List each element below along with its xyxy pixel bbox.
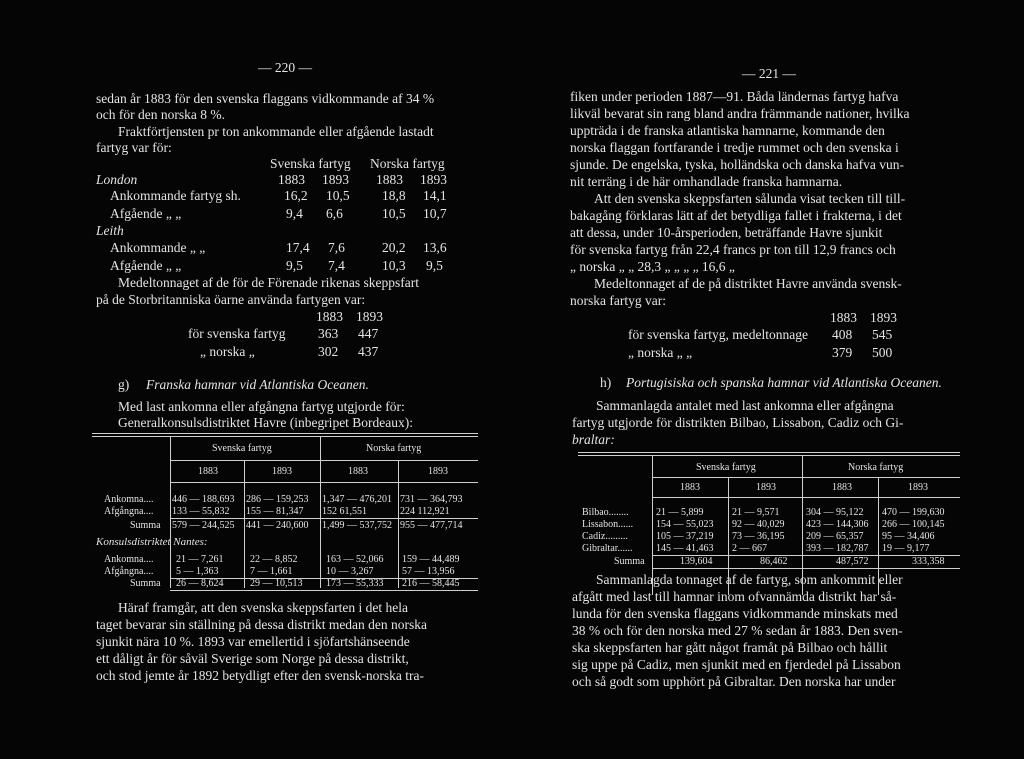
- tonnage-row-label: för svenska fartyg: [188, 326, 286, 341]
- table-cell: 21 — 9,571: [732, 507, 780, 518]
- table-cell: 10 — 3,267: [326, 566, 374, 577]
- table-cell: 441 — 240,600: [246, 520, 309, 531]
- table-cell: 22 — 8,852: [250, 554, 298, 565]
- table-cell: 304 — 95,122: [806, 507, 864, 518]
- table-col-rule: [398, 460, 399, 588]
- section-marker-g: g): [118, 377, 130, 392]
- intro-line: och för den norska 8 %.: [96, 107, 225, 122]
- tonnage-row-label: „ norska „ „: [628, 345, 693, 360]
- table-cell: 216 — 58,445: [402, 578, 460, 589]
- table-cell: 21 — 5,899: [656, 507, 704, 518]
- tonnage-row-label: för svenska fartyg, medeltonnage: [628, 327, 808, 342]
- closing-text: ett dåligt år för såväl Sverige som Norge på dessa distrikt,: [96, 651, 409, 666]
- table-year: 1893: [428, 466, 448, 477]
- intro-line: „ norska „ „ 28,3 „ „ „ „ 16,6 „: [570, 259, 735, 274]
- table-cell: 21 — 7,261: [176, 554, 224, 565]
- table-cell: 1,499 — 537,752: [322, 520, 392, 531]
- table-rule: [170, 460, 478, 461]
- table-bottom-rule: [652, 568, 960, 569]
- intro-line: Att den svenska skeppsfarten sålunda visat tecken till till-: [594, 191, 906, 206]
- section-h-text: Sammanlagda antalet med last ankomna eller afgångna: [596, 398, 894, 413]
- intro-line: Medeltonnaget af de på distriktet Havre använda svensk-: [594, 276, 902, 291]
- freight-value: 17,4: [286, 240, 310, 255]
- table-cell: 29 — 10,513: [250, 578, 303, 589]
- table-cell: 73 — 36,195: [732, 531, 785, 542]
- freight-row-label: Afgående „ „: [110, 206, 182, 221]
- section-h-text: braltar:: [572, 432, 615, 447]
- table-cell: 155 — 81,347: [246, 506, 304, 517]
- table-cell: 393 — 182,787: [806, 543, 869, 554]
- tonnage-value: 437: [358, 344, 379, 359]
- table-cell: 266 — 100,145: [882, 519, 945, 530]
- intro-line: likväl bevarat sin rang bland andra främmande nationer, hvilka: [570, 106, 910, 121]
- table-cell: 2 — 667: [732, 543, 767, 554]
- table-row-label: Summa: [130, 520, 161, 531]
- freight-value: 7,6: [328, 240, 345, 255]
- intro-line: för svenska fartyg från 22,4 francs pr ton till 12,9 francs och: [570, 242, 896, 257]
- table-year: 1883: [348, 466, 368, 477]
- table-cell: 152 61,551: [322, 506, 367, 517]
- tonnage-value: 408: [832, 327, 853, 342]
- tonnage-text: på de Storbritanniska öarne använda fartygen var:: [96, 292, 366, 307]
- tonnage-value: 363: [318, 326, 339, 341]
- freight-port-leith: Leith: [96, 223, 124, 238]
- table-cell: 1,347 — 476,201: [322, 494, 392, 505]
- table-sum-cell: 86,462: [760, 556, 788, 567]
- table-cell: 224 112,921: [400, 506, 450, 517]
- closing-text: Häraf framgår, att den svenska skeppsfarten i det hela: [118, 600, 408, 615]
- intro-line: norska fartyg var:: [570, 293, 666, 308]
- section-title-h: Portugisiska och spanska hamnar vid Atlantiska Oceanen.: [626, 375, 942, 390]
- intro-line: att dessa, under 10-årsperioden, beträffande Havre sjunkit: [570, 225, 883, 240]
- table-cell: 154 — 55,023: [656, 519, 714, 530]
- page-number-right: — 221 —: [742, 66, 796, 81]
- section-title-g: Franska hamnar vid Atlantiska Oceanen.: [146, 377, 369, 392]
- table-row-label: Cadiz.........: [582, 531, 628, 542]
- table-year: 1893: [756, 482, 776, 493]
- intro-line: bakagång förklaras lätt af det betydliga fallet i frakterna, i det: [570, 208, 902, 223]
- table-year: 1883: [680, 482, 700, 493]
- table-cell: 163 — 52,066: [326, 554, 384, 565]
- table-cell: 286 — 159,253: [246, 494, 309, 505]
- table-row-label: Bilbao........: [582, 507, 629, 518]
- table-row-label: Afgångna....: [104, 506, 154, 517]
- table-cell: 26 — 8,624: [176, 578, 224, 589]
- freight-value: 10,3: [382, 258, 406, 273]
- closing-text: ska skeppsfarten har gått något framåt på Bilbao och hållit: [572, 640, 888, 655]
- table-cell: 95 — 34,406: [882, 531, 935, 542]
- freight-header-swedish: Svenska fartyg: [270, 156, 351, 171]
- section-h-text: fartyg utgjorde för distrikten Bilbao, Lissabon, Cadiz och Gi-: [572, 415, 904, 430]
- freight-port-london: London: [96, 172, 138, 187]
- table-nantes-label: Konsulsdistriktet Nantes:: [96, 536, 208, 548]
- table-sum-cell: 139,604: [680, 556, 713, 567]
- table-cell: 470 — 199,630: [882, 507, 945, 518]
- tonnage-value: 379: [832, 345, 853, 360]
- table-sum-cell: 333,358: [912, 556, 945, 567]
- intro-line: Fraktförtjensten pr ton ankommande eller afgående lastadt: [118, 124, 434, 139]
- freight-value: 9,5: [426, 258, 443, 273]
- table-year: 1883: [198, 466, 218, 477]
- intro-line: norska flaggan fortfarande i tredje rummet och den svenska i: [570, 140, 899, 155]
- table-row-label: Summa: [614, 556, 645, 567]
- table-col-rule: [244, 460, 245, 588]
- table-col-rule: [320, 436, 321, 588]
- table-row-label: Afgångna....: [104, 566, 154, 577]
- freight-value: 9,5: [286, 258, 303, 273]
- table-cell: 57 — 13,956: [402, 566, 455, 577]
- table-col-rule: [170, 436, 171, 588]
- freight-value: 6,6: [326, 206, 343, 221]
- tonnage-year: 1893: [356, 309, 383, 324]
- table-header-norwegian: Norska fartyg: [848, 462, 904, 473]
- table-sum-cell: 487,572: [836, 556, 869, 567]
- freight-year: 1893: [420, 172, 447, 187]
- table-row-label: Summa: [130, 578, 161, 589]
- intro-line: fartyg var för:: [96, 140, 172, 155]
- freight-row-label: Afgående „ „: [110, 258, 182, 273]
- intro-line: sjunde. De engelska, tyska, holländska och danska hafva vun-: [570, 157, 905, 172]
- table-cell: 955 — 477,714: [400, 520, 463, 531]
- table-row-label: Ankomna....: [104, 554, 154, 565]
- table-top-rule: [92, 433, 478, 434]
- table-header-swedish: Svenska fartyg: [696, 462, 756, 473]
- table-top-rule: [578, 452, 960, 453]
- freight-year: 1883: [278, 172, 305, 187]
- freight-value: 10,7: [423, 206, 447, 221]
- table-bottom-rule: [170, 590, 478, 591]
- table-cell: 173 — 55,333: [326, 578, 384, 589]
- freight-value: 10,5: [326, 188, 350, 203]
- table-cell: 7 — 1,661: [250, 566, 293, 577]
- table-row-label: Ankomna....: [104, 494, 154, 505]
- closing-text: och stod jemte år 1892 betydligt efter den svensk-norska tra-: [96, 668, 425, 683]
- table-row-label: Gibraltar......: [582, 543, 633, 554]
- table-header-norwegian: Norska fartyg: [366, 443, 422, 454]
- section-marker-h: h): [600, 375, 612, 390]
- table-top-rule: [92, 436, 478, 437]
- tonnage-year: 1893: [870, 310, 897, 325]
- closing-text: sig uppe på Cadiz, men sjunkit med en fjerdedel på Lissabon: [572, 657, 901, 672]
- table-cell: 5 — 1,363: [176, 566, 219, 577]
- table-cell: 579 — 244,525: [172, 520, 235, 531]
- table-year: 1893: [908, 482, 928, 493]
- intro-line: fiken under perioden 1887—91. Båda ländernas fartyg hafva: [570, 89, 899, 104]
- intro-line: sedan år 1883 för den svenska flaggans vidkommande af 34 %: [96, 91, 435, 106]
- freight-value: 7,4: [328, 258, 345, 273]
- table-cell: 133 — 55,832: [172, 506, 230, 517]
- freight-value: 14,1: [423, 188, 447, 203]
- closing-text: lunda för den svenska flaggans vidkommande minskats med: [572, 606, 898, 621]
- table-cell: 423 — 144,306: [806, 519, 869, 530]
- closing-text: 38 % och för den norska med 27 % sedan år 1883. Den sven-: [572, 623, 903, 638]
- table-top-rule: [578, 455, 960, 456]
- table-cell: 209 — 65,357: [806, 531, 864, 542]
- table-cell: 105 — 37,219: [656, 531, 714, 542]
- table-header-swedish: Svenska fartyg: [212, 443, 272, 454]
- freight-year: 1883: [376, 172, 403, 187]
- closing-text: sjunkit nära 10 %. 1893 var emellertid i sjöfartshänseende: [96, 634, 410, 649]
- table-cell: 446 — 188,693: [172, 494, 235, 505]
- freight-row-label: Ankommande „ „: [110, 240, 206, 255]
- table-rule: [652, 497, 960, 498]
- table-sum-rule: [170, 518, 478, 519]
- freight-value: 16,2: [284, 188, 308, 203]
- tonnage-row-label: „ norska „: [200, 344, 255, 359]
- freight-value: 9,4: [286, 206, 303, 221]
- table-rule: [170, 482, 478, 483]
- table-cell: 145 — 41,463: [656, 543, 714, 554]
- freight-value: 10,5: [382, 206, 406, 221]
- table-cell: 159 — 44,489: [402, 554, 460, 565]
- tonnage-year: 1883: [316, 309, 343, 324]
- table-cell: 731 — 364,793: [400, 494, 463, 505]
- tonnage-text: Medeltonnaget af de för de Förenade rikenas skeppsfart: [118, 275, 420, 290]
- closing-text: afgått med last till hamnar inom ofvannämda distrikt har så-: [572, 589, 897, 604]
- table-year: 1893: [272, 466, 292, 477]
- tonnage-value: 545: [872, 327, 893, 342]
- freight-value: 18,8: [382, 188, 406, 203]
- section-g-text: Generalkonsulsdistriktet Havre (inbegripet Bordeaux):: [118, 415, 414, 430]
- tonnage-value: 447: [358, 326, 379, 341]
- table-rule: [652, 477, 960, 478]
- tonnage-value: 302: [318, 344, 339, 359]
- closing-text: Sammanlagda tonnaget af de fartyg, som ankommit eller: [596, 572, 903, 587]
- table-row-label: Lissabon......: [582, 519, 634, 530]
- section-g-text: Med last ankomna eller afgångna fartyg utgjorde för:: [118, 399, 405, 414]
- tonnage-value: 500: [872, 345, 893, 360]
- intro-line: uppträda i de franska atlantiska hamnarne, kommande den: [570, 123, 885, 138]
- intro-line: nit terräng i de här omhandlade franska hamnarna.: [570, 174, 843, 189]
- table-year: 1883: [832, 482, 852, 493]
- table-cell: 92 — 40,029: [732, 519, 785, 530]
- tonnage-year: 1883: [830, 310, 857, 325]
- freight-value: 20,2: [382, 240, 406, 255]
- closing-text: taget bevarar sin ställning på dessa distrikt medan den norska: [96, 617, 428, 632]
- freight-year: 1893: [322, 172, 349, 187]
- freight-value: 13,6: [423, 240, 447, 255]
- page-number-left: — 220 —: [258, 60, 312, 75]
- freight-row-label: Ankommande fartyg sh.: [110, 188, 241, 203]
- freight-header-norwegian: Norska fartyg: [370, 156, 445, 171]
- table-cell: 19 — 9,177: [882, 543, 930, 554]
- closing-text: och så godt som upphört på Gibraltar. Den norska har under: [572, 674, 896, 689]
